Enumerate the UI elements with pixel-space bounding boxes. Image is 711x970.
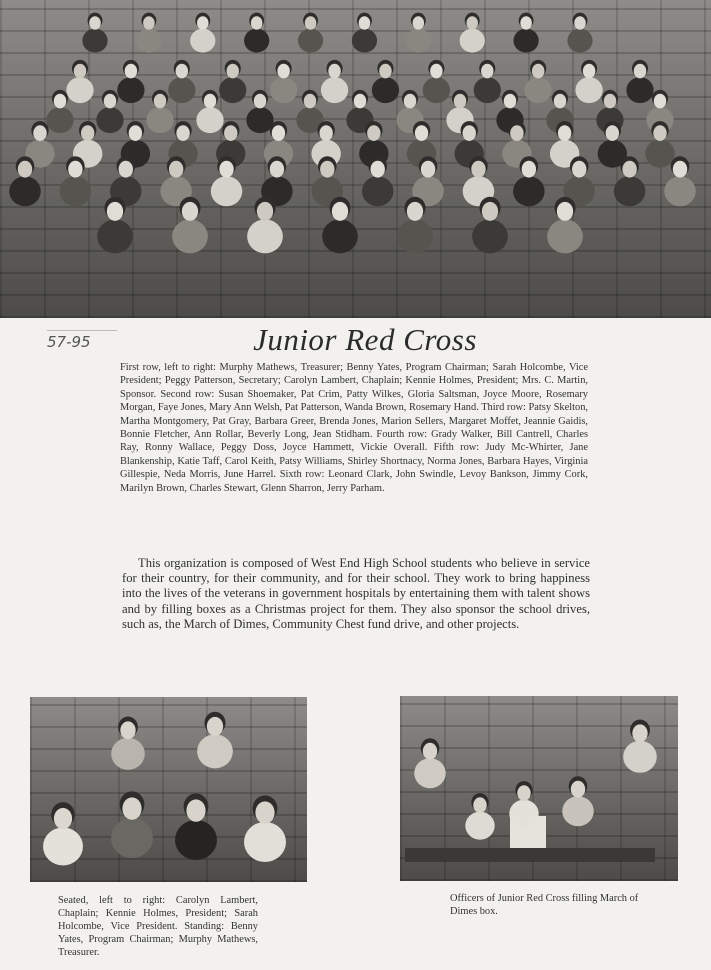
march-of-dimes-photo-caption: Officers of Junior Red Cross filling March of Dimes box. <box>450 893 639 917</box>
handwritten-page-note: 57-95 <box>47 330 117 351</box>
officers-photo-caption: Seated, left to right: Carolyn Lambert, Chaplain; Kennie Holmes, President; Sarah Holcombe, Vice President. Standing: Benny Yates, Program Chairman; Murphy Mathews, Treasurer. <box>58 895 258 958</box>
organization-description: This organization is composed of West End High School students who believe in service for their country, for their community, and for their school. They work to bring happiness into the lives of the veterans in government hospitals by entertaining them with talent shows and by filling boxes as a Christmas project for them. They also sponsor the school drives, such as, the March of Dimes, Community Chest fund drive, and other projects. <box>122 556 590 631</box>
group-photo <box>0 0 711 318</box>
officers-photo-figures <box>30 697 307 882</box>
officers-photo <box>30 697 307 882</box>
page-title: Junior Red Cross <box>253 322 477 357</box>
march-of-dimes-photo <box>400 696 678 881</box>
roster-caption: First row, left to right: Murphy Mathews, Treasurer; Benny Yates, Program Chairman; Sarah Holcombe, Vice President; Peggy Patterson, Secretary; Carolyn Lambert, Chaplain; Kennie Holmes, President; Mrs. C. Martin, Sponsor. Second row: Susan Shoemaker, Pat Crim, Patty Wilkes, Gloria Saltsman, Joyce Moore, Rosemary Morgan, Faye Jones, Mary Ann Welsh, Pat Patterson, Wanda Brown, Rosemary Hand. Third row: Patsy Skelton, Martha Montgomery, Pat Gray, Barbara Greer, Brenda Jones, Marion Sellers, Margaret Moffet, Jeannie Gaidis, Bonnie Fletcher, Ann Rollar, Beverly Long, Jean Stidham. Fourth row: Grady Walker, Bill Cantrell, Charles Ray, Ronny Wallace, Peggy Doss, Joyce Hammett, Vickie Overall. Fifth row: Judy Mc-Whirter, Jane Blankenship, Katie Taff, Carol Keith, Patsy Williams, Shirley Shortnacy, Norma Jones, Barbara Hayes, Virginia Gillespie, Neda Morris, June Harrel. Sixth row: Leonard Clark, John Swindle, Levoy Bankson, Jimmy Cork, Marilyn Brown, Charles Stewart, Glenn Sharron, Jerry Parham. <box>120 362 588 494</box>
group-photo-figures <box>0 0 711 318</box>
march-of-dimes-photo-figures <box>400 696 678 881</box>
